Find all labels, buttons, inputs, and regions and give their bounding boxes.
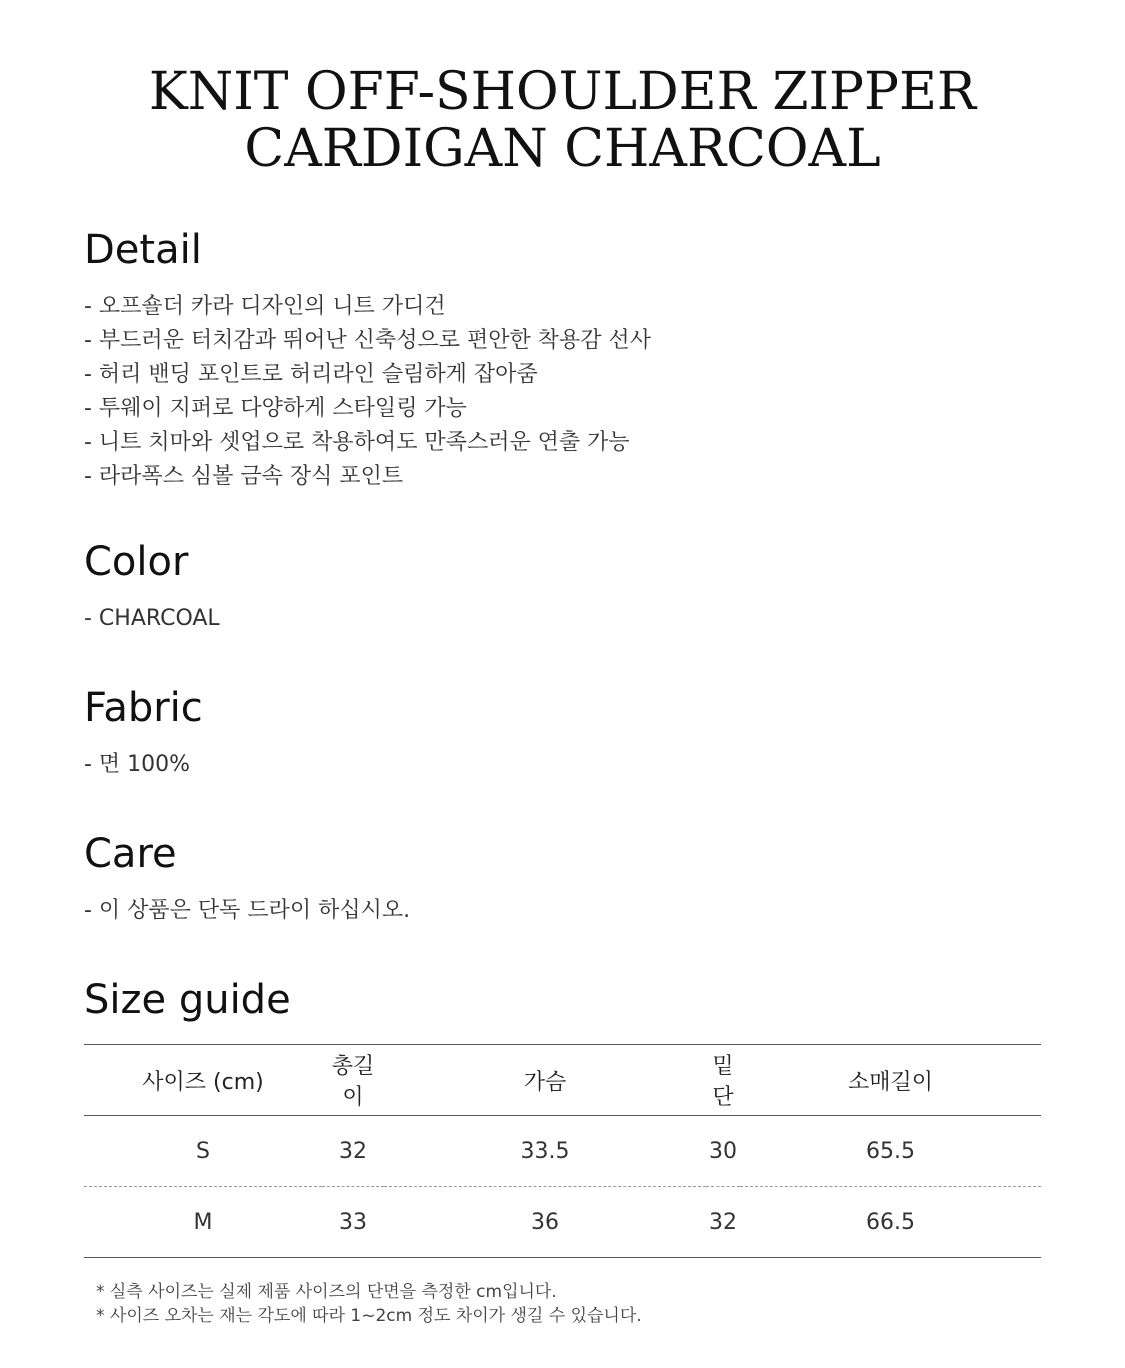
size-cell: M (84, 1187, 322, 1258)
detail-item: - 부드러운 터치감과 뛰어난 신축성으로 편안한 착용감 선사 (84, 328, 651, 353)
fabric-list (84, 748, 190, 782)
size-note: * 사이즈 오차는 재는 각도에 따라 1~2cm 정도 차이가 생길 수 있습니다. (96, 1306, 642, 1326)
detail-item: - 오프숄더 카라 디자인의 니트 가디건 (84, 294, 446, 319)
size-column-header: 사이즈 (cm) (84, 1045, 322, 1116)
detail-item: - 라라폭스 심볼 금속 장식 포인트 (84, 464, 404, 489)
fabric-heading: Fabric (84, 685, 203, 731)
detail-list (84, 290, 651, 494)
size-table (84, 1044, 1041, 1258)
size-notes (96, 1280, 642, 1328)
chest-cell: 36 (384, 1187, 706, 1258)
size-guide-heading: Size guide (84, 977, 291, 1023)
care-list (84, 894, 410, 928)
product-title-line-1: KNIT OFF-SHOULDER ZIPPER (148, 62, 977, 122)
product-title-line-2: CARDIGAN CHARCOAL (244, 119, 881, 179)
detail-item: - 허리 밴딩 포인트로 허리라인 슬림하게 잡아줌 (84, 362, 538, 387)
fabric-item: - 면 100% (84, 752, 191, 777)
size-cell: S (84, 1116, 322, 1187)
chest-cell: 33.5 (384, 1116, 706, 1187)
total-length-cell: 32 (322, 1116, 384, 1187)
table-row (84, 1187, 1041, 1258)
color-item: - CHARCOAL (84, 606, 220, 631)
size-table-header-row (84, 1045, 1041, 1116)
chest-column-header: 가슴 (384, 1045, 706, 1116)
hem-column-header: 밑단 (706, 1045, 740, 1116)
care-heading: Care (84, 831, 177, 877)
sleeve-length-cell: 65.5 (740, 1116, 1041, 1187)
total-length-cell: 33 (322, 1187, 384, 1258)
total-length-column-header: 총길이 (322, 1045, 384, 1116)
detail-heading: Detail (84, 227, 202, 273)
hem-cell: 30 (706, 1116, 740, 1187)
table-row (84, 1116, 1041, 1187)
size-note: * 실측 사이즈는 실제 제품 사이즈의 단면을 측정한 cm입니다. (96, 1282, 557, 1302)
color-list (84, 602, 220, 636)
color-heading: Color (84, 539, 189, 585)
detail-item: - 니트 치마와 셋업으로 착용하여도 만족스러운 연출 가능 (84, 430, 630, 455)
hem-cell: 32 (706, 1187, 740, 1258)
care-item: - 이 상품은 단독 드라이 하십시오. (84, 898, 411, 923)
sleeve-length-column-header: 소매길이 (740, 1045, 1041, 1116)
sleeve-length-cell: 66.5 (740, 1187, 1041, 1258)
product-title (0, 64, 1125, 178)
detail-item: - 투웨이 지퍼로 다양하게 스타일링 가능 (84, 396, 467, 421)
